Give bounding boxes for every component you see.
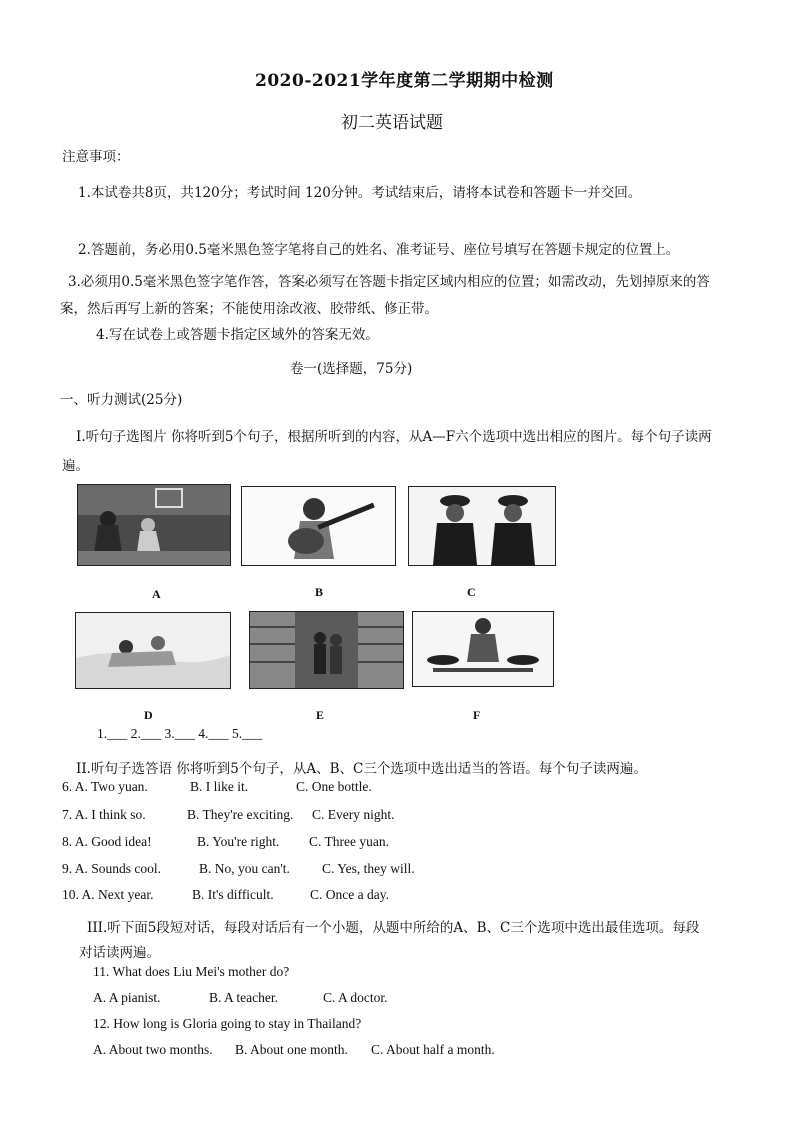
q9-option-a: 9. A. Sounds cool.: [62, 861, 162, 876]
swimming-photo: [75, 612, 231, 689]
picture-label-a: A: [152, 587, 161, 601]
answer-blanks: 1.___ 2.___ 3.___ 4.___ 5.___: [97, 726, 263, 741]
q7-option-c: C. Every night.: [312, 807, 395, 822]
soldiers-salute-photo: [408, 486, 556, 566]
q11-option-b: B. A teacher.: [209, 990, 278, 1005]
section3-instruction-line1: III.听下面5段短对话，每段对话后有一个小题，从题中所给的A、B、C三个选项中选出最佳选项。每段: [87, 920, 700, 936]
q12-option-c: C. About half a month.: [371, 1042, 495, 1057]
q11-option-c: C. A doctor.: [323, 990, 388, 1005]
supermarket-photo: [249, 611, 404, 689]
note-3-line1: 3.必须用0.5毫米黑色签字笔作答，答案必须写在答题卡指定区域内相应的位置；如需改动，先划掉原来的答: [68, 274, 710, 290]
q12-option-b: B. About one month.: [235, 1042, 348, 1057]
q11-option-a: A. A pianist.: [93, 990, 161, 1005]
volume-heading: 卷一(选择题，75分): [290, 361, 413, 377]
basketball-photo: [77, 484, 231, 566]
exam-title: 2020-2021学年度第二学期期中检测: [255, 71, 554, 91]
q8-option-b: B. You're right.: [197, 834, 280, 849]
section1-instruction-line2: 遍。: [62, 458, 89, 474]
q12-option-a: A. About two months.: [93, 1042, 213, 1057]
part1-heading: 一、听力测试(25分): [60, 392, 183, 408]
section3-instruction-line2: 对话读两遍。: [79, 945, 160, 961]
guitar-photo: [241, 486, 396, 566]
note-1: 1.本试卷共8页，共120分；考试时间 120分钟。考试结束后，请将本试卷和答题卡一并交回。: [78, 185, 642, 201]
q9-option-b: B. No, you can't.: [199, 861, 290, 876]
q7-option-b: B. They're exciting.: [187, 807, 294, 822]
q8-option-a: 8. A. Good idea!: [62, 834, 152, 849]
q9-option-c: C. Yes, they will.: [322, 861, 415, 876]
q8-option-c: C. Three yuan.: [309, 834, 389, 849]
section1-instruction-line1: I.听句子选图片 你将听到5个句子，根据所听到的内容，从A—F六个选项中选出相应的图片。每个句子读两: [76, 429, 712, 445]
picture-label-b: B: [315, 585, 324, 599]
picture-label-f: F: [473, 708, 481, 722]
q6-option-c: C. One bottle.: [296, 779, 372, 794]
note-4: 4.写在试卷上或答题卡指定区域外的答案无效。: [96, 327, 379, 343]
picture-label-e: E: [316, 708, 325, 722]
exam-subtitle: 初二英语试题: [341, 113, 443, 133]
section2-instruction: II.听句子选答语 你将听到5个句子，从A、B、C三个选项中选出适当的答语。每个句子读两遍。: [76, 761, 647, 777]
picture-label-c: C: [467, 585, 476, 599]
q7-option-a: 7. A. I think so.: [62, 807, 146, 822]
cooking-photo: [412, 611, 554, 687]
notes-heading: 注意事项：: [62, 149, 130, 165]
q10-option-a: 10. A. Next year.: [62, 887, 154, 902]
q10-option-b: B. It's difficult.: [192, 887, 274, 902]
q12-stem: 12. How long is Gloria going to stay in Thailand?: [93, 1016, 362, 1031]
picture-label-d: D: [144, 708, 153, 722]
q11-stem: 11. What does Liu Mei's mother do?: [93, 964, 290, 979]
note-3-line2: 案，然后再写上新的答案；不能使用涂改液、胶带纸、修正带。: [60, 301, 438, 317]
q6-option-a: 6. A. Two yuan.: [62, 779, 148, 794]
note-2: 2.答题前，务必用0.5毫米黑色签字笔将自己的姓名、准考证号、座位号填写在答题卡规定的位置上。: [78, 242, 680, 258]
q10-option-c: C. Once a day.: [310, 887, 389, 902]
q6-option-b: B. I like it.: [190, 779, 249, 794]
